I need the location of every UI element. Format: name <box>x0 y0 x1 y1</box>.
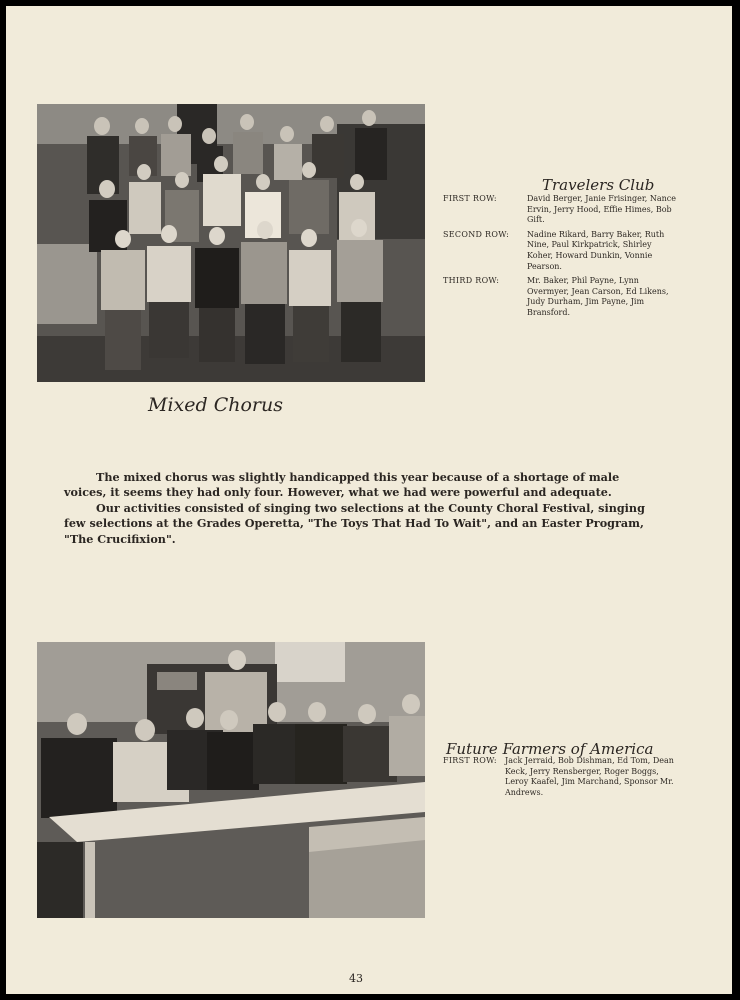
row-names: David Berger, Janie Frisinger, Nance Ervin, Jerry Hood, Effie Himes, Bob Gift. <box>527 194 676 225</box>
row-label: FIRST ROW: <box>443 756 497 765</box>
yearbook-page <box>6 6 732 994</box>
row-names: Mr. Baker, Phil Payne, Lynn Overmyer, Jean Carson, Ed Likens, Judy Durham, Jim Payne, Jim Bransford. <box>527 276 669 317</box>
travelers-club-roster <box>443 194 677 319</box>
roster-row <box>443 276 677 318</box>
row-names: Nadine Rikard, Barry Baker, Ruth Nine, Paul Kirkpatrick, Shirley Koher, Howard Dunkin, Vonnie Pearson. <box>527 229 665 271</box>
future-farmers-title: Future Farmers of America <box>446 740 654 758</box>
future-farmers-roster <box>443 756 675 798</box>
row-label: THIRD ROW: <box>443 276 500 286</box>
roster-row <box>443 230 677 272</box>
future-farmers-photo <box>37 642 425 918</box>
roster-row <box>443 756 675 798</box>
page-number: 43 <box>349 972 363 985</box>
row-label: FIRST ROW: <box>443 194 497 203</box>
paragraph: The mixed chorus was slightly handicapped this year because of a shortage of male voices, it seems they had only four. However, what we had were powerful and adequate. <box>64 470 620 500</box>
roster-row <box>443 194 677 226</box>
mixed-chorus-text <box>64 470 654 547</box>
paragraph: Our activities consisted of singing two selections at the County Choral Festival, singing few selections at the Grades Operetta, "The Toys That Had To Wait", and an Easter Program, "The Crucifixion". <box>64 500 645 546</box>
travelers-club-title: Travelers Club <box>542 176 655 194</box>
row-label: SECOND ROW: <box>443 229 510 239</box>
travelers-club-photo <box>37 104 425 382</box>
row-names: Jack Jerraid, Bob Dishman, Ed Tom, Dean Keck, Jerry Rensberger, Roger Boggs, Leroy Kaafel, Jim Marchand, Sponsor Mr. Andrews. <box>505 756 674 797</box>
mixed-chorus-title: Mixed Chorus <box>148 394 283 416</box>
